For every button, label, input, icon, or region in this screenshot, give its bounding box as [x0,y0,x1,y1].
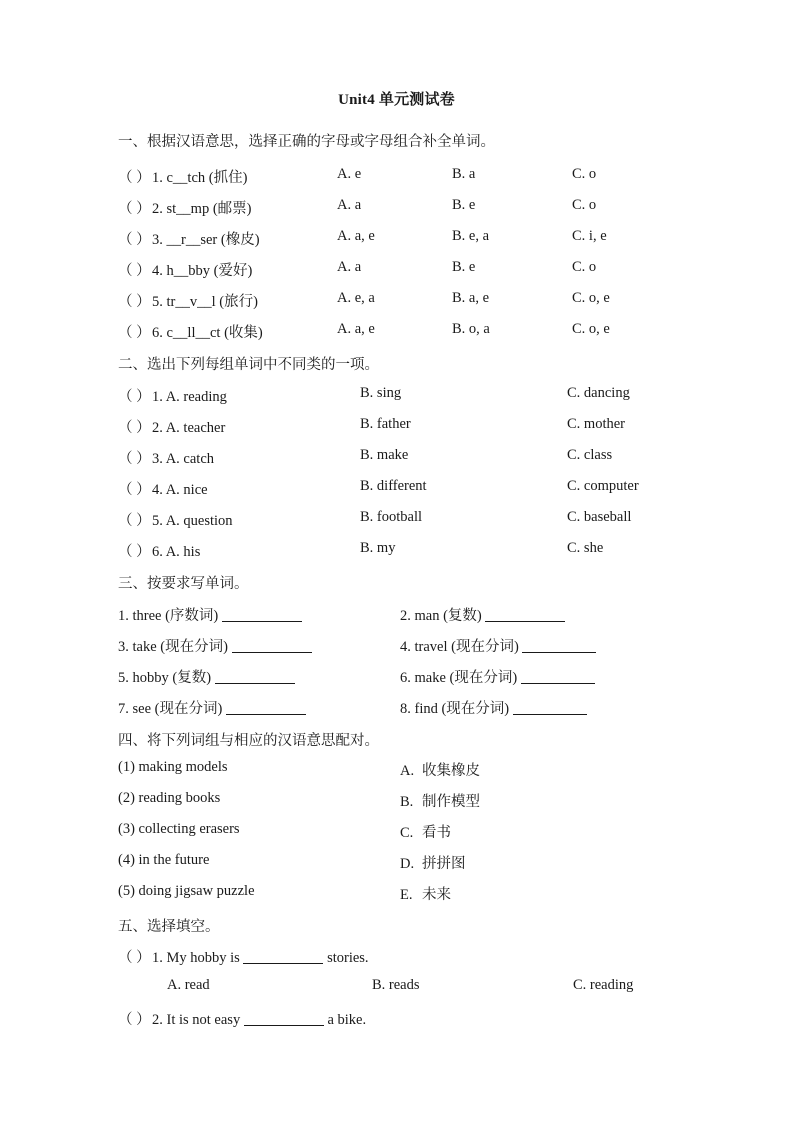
answer-bracket[interactable]: （ ） [118,201,151,217]
match-phrase[interactable]: (1) making models [118,759,228,775]
answer-bracket[interactable]: （ ） [118,263,151,279]
match-phrase[interactable]: (4) in the future [118,852,210,868]
question-stem: 1. My hobby is [152,950,240,966]
option-b[interactable]: B. reads [372,977,420,993]
fill-prompt: 6. make (现在分词) [400,670,518,686]
option-a[interactable]: A. e [337,166,362,182]
option-b[interactable]: B. my [360,540,396,556]
answer-blank[interactable] [522,638,596,653]
option-c[interactable]: C. i, e [572,228,607,244]
option-b[interactable]: B. make [360,447,409,463]
answer-bracket[interactable]: （ ） [118,482,151,498]
question-stem: 4. h__bby (爱好) [152,263,253,279]
option-b[interactable]: B. football [360,509,423,525]
option-b[interactable]: B. e [452,259,476,275]
question-stem-tail: stories. [327,950,369,966]
answer-blank[interactable] [222,607,302,622]
fill-item [400,635,596,656]
match-letter: A. [400,763,415,779]
option-b[interactable]: B. a, e [452,290,490,306]
fill-item [400,666,595,687]
option-c[interactable]: C. o [572,197,597,213]
fill-item [400,697,587,718]
question-row [118,540,200,561]
option-a[interactable]: A. e, a [337,290,375,306]
question-row [118,290,258,311]
question-stem: 1. c__tch (抓住) [152,170,248,186]
match-letter: E. [400,887,413,903]
option-c[interactable]: C. mother [567,416,625,432]
question-stem: 3. __r__ser (橡皮) [152,232,260,248]
option-a[interactable]: 3. A. catch [152,451,215,467]
answer-bracket[interactable]: （ ） [118,513,151,529]
option-a[interactable]: A. read [167,977,210,993]
answer-bracket[interactable]: （ ） [118,451,151,467]
option-b[interactable]: B. o, a [452,321,490,337]
question-stem: 6. c__ll__ct (收集) [152,325,263,341]
fill-item [118,635,312,656]
match-meaning-text: 拼拼图 [422,856,466,872]
match-phrase[interactable]: (3) collecting erasers [118,821,240,837]
question-stem: 2. It is not easy [152,1012,241,1028]
answer-bracket[interactable]: （ ） [118,950,151,966]
fill-prompt: 2. man (复数) [400,608,482,624]
question-row [118,228,260,249]
fill-item [118,697,306,718]
option-a[interactable]: A. a [337,259,362,275]
question-row [118,416,225,437]
option-a[interactable]: 6. A. his [152,544,201,560]
option-b[interactable]: B. e, a [452,228,490,244]
fill-prompt: 5. hobby (复数) [118,670,212,686]
option-a[interactable]: A. a, e [337,228,375,244]
option-c[interactable]: C. o, e [572,321,610,337]
option-c[interactable]: C. baseball [567,509,632,525]
fill-prompt: 4. travel (现在分词) [400,639,519,655]
option-b[interactable]: B. a [452,166,476,182]
option-b[interactable]: B. sing [360,385,402,401]
question-row [118,1008,366,1029]
answer-bracket[interactable]: （ ） [118,420,151,436]
match-meaning[interactable] [400,759,480,780]
section-heading-3: 三、按要求写单词。 [118,576,249,592]
option-c[interactable]: C. reading [573,977,634,993]
question-row [118,197,251,218]
option-a[interactable]: A. a [337,197,362,213]
option-b[interactable]: B. father [360,416,411,432]
question-stem: 2. st__mp (邮票) [152,201,252,217]
option-a[interactable]: 2. A. teacher [152,420,226,436]
option-c[interactable]: C. o [572,166,597,182]
question-row [118,447,214,468]
answer-bracket[interactable]: （ ） [118,1012,151,1028]
section-heading-2: 二、选出下列每组单词中不同类的一项。 [118,357,379,373]
answer-blank[interactable] [243,949,323,964]
option-c[interactable]: C. class [567,447,613,463]
match-meaning[interactable] [400,883,451,904]
match-letter: B. [400,794,414,810]
answer-bracket[interactable]: （ ） [118,389,151,405]
match-letter: D. [400,856,415,872]
question-row [118,946,369,967]
page-title: Unit4 单元测试卷 [338,92,455,108]
section-heading-1: 一、根据汉语意思，选择正确的字母或字母组合补全单词。 [118,134,495,150]
match-meaning-text: 制作模型 [422,794,480,810]
answer-bracket[interactable]: （ ） [118,544,151,560]
option-c[interactable]: C. dancing [567,385,630,401]
match-meaning-text: 收集橡皮 [422,763,480,779]
answer-blank[interactable] [244,1011,324,1026]
section-heading-5: 五、选择填空。 [118,919,220,935]
option-b[interactable]: B. e [452,197,476,213]
fill-item [118,666,295,687]
fill-prompt: 8. find (现在分词) [400,701,510,717]
match-letter: C. [400,825,414,841]
option-c[interactable]: C. computer [567,478,639,494]
answer-blank[interactable] [215,669,295,684]
option-a[interactable]: 1. A. reading [152,389,227,405]
question-row [118,478,208,499]
match-phrase[interactable]: (5) doing jigsaw puzzle [118,883,255,899]
answer-bracket[interactable]: （ ） [118,325,151,341]
question-stem-tail: a bike. [327,1012,367,1028]
match-meaning[interactable] [400,790,480,811]
answer-blank[interactable] [521,669,595,684]
section-heading-4: 四、将下列词组与相应的汉语意思配对。 [118,733,379,749]
option-c[interactable]: C. o [572,259,597,275]
match-meaning[interactable] [400,821,451,842]
question-row [118,321,263,342]
fill-prompt: 1. three (序数词) [118,608,219,624]
answer-bracket[interactable]: （ ） [118,232,151,248]
match-meaning-text: 看书 [422,825,451,841]
option-c[interactable]: C. o, e [572,290,610,306]
match-phrase[interactable]: (2) reading books [118,790,221,806]
fill-item [400,604,565,625]
option-c[interactable]: C. she [567,540,604,556]
fill-item [118,604,302,625]
option-b[interactable]: B. different [360,478,427,494]
option-a[interactable]: 5. A. question [152,513,233,529]
question-row [118,385,227,406]
option-a[interactable]: 4. A. nice [152,482,208,498]
fill-prompt: 3. take (现在分词) [118,639,228,655]
fill-prompt: 7. see (现在分词) [118,701,223,717]
answer-blank[interactable] [232,638,312,653]
question-row [118,259,252,280]
answer-blank[interactable] [513,700,587,715]
answer-bracket[interactable]: （ ） [118,170,151,186]
question-row [118,509,233,530]
match-meaning-text: 未来 [422,887,451,903]
answer-bracket[interactable]: （ ） [118,294,151,310]
answer-blank[interactable] [226,700,306,715]
question-row [118,166,247,187]
answer-blank[interactable] [485,607,565,622]
question-stem: 5. tr__v__l (旅行) [152,294,258,310]
match-meaning[interactable] [400,852,466,873]
option-a[interactable]: A. a, e [337,321,375,337]
